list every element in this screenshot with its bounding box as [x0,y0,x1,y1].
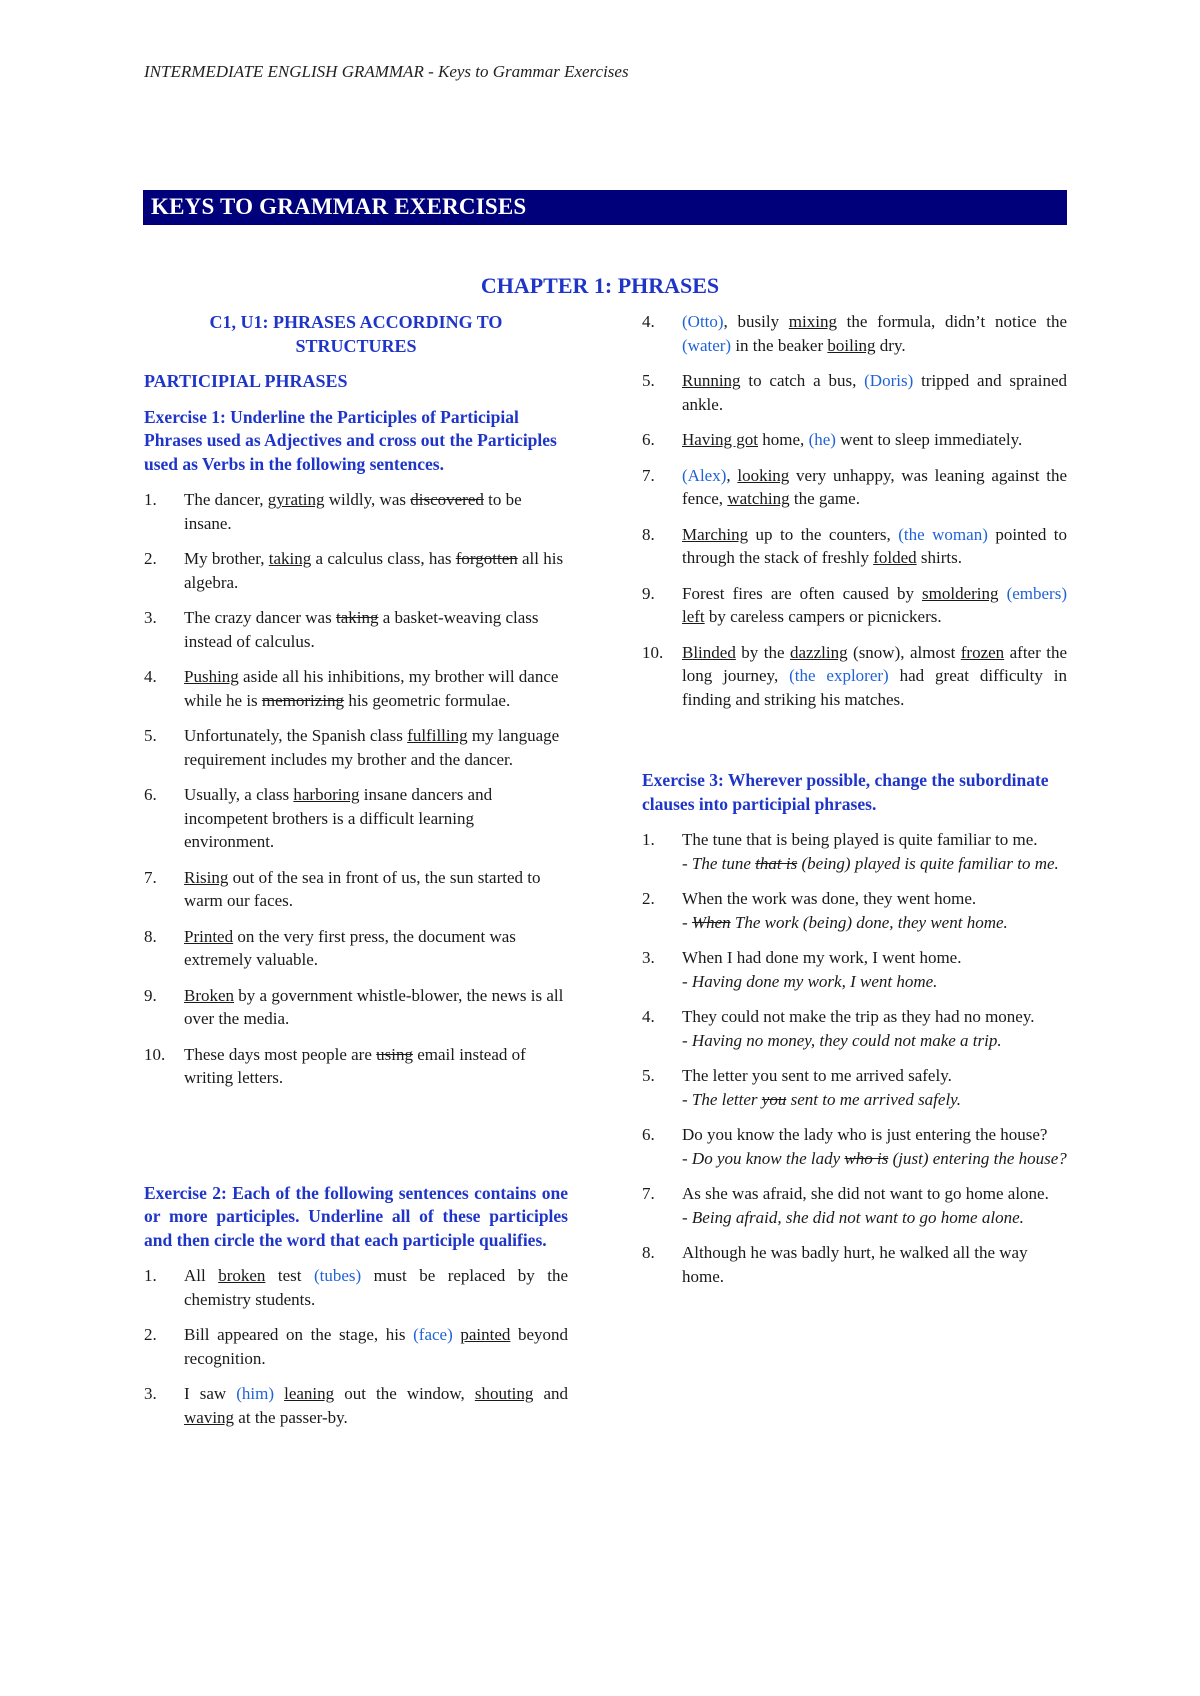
sentence-text: (being) played is quite familiar to me. [797,853,1059,873]
underlined-participle: Pushing [184,667,239,686]
sentence-text: must be replaced by the chemistry students. [184,1266,568,1309]
list-item [144,1043,568,1090]
unit-title-line1: C1, U1: PHRASES ACCORDING TO [209,312,503,332]
underlined-participle: left [682,607,705,626]
exercise-2-list-part-2 [642,310,1067,711]
underlined-participle: smoldering [922,583,999,603]
sentence-text: home, [758,430,809,449]
item-text [682,371,1067,414]
list-item [144,1264,568,1311]
sentence-text: to catch a bus, [740,371,865,390]
item-number: 5. [642,1066,655,1085]
crossed-out-word: discovered [410,490,484,509]
underlined-participle: folded [873,548,917,567]
item-number: 4. [642,1007,655,1026]
sentence-text: - The letter [682,1089,762,1109]
item-number: 9. [144,985,157,1005]
item-number: 3. [144,1384,157,1403]
sentence-text: , [726,465,738,485]
item-text [184,667,558,710]
left-column [144,310,568,1441]
sentence-text: up to the counters, [748,524,899,544]
list-item [642,1005,1067,1052]
list-item [144,724,568,771]
list-item [144,665,568,712]
item-number: 1. [144,1266,157,1285]
underlined-participle: taking [268,549,312,568]
sentence-text: Unfortunately, the Spanish class [184,726,408,745]
sentence-text: a calculus class, has [311,549,456,568]
list-item [642,946,1067,993]
sentence-text: Usually, a class [184,785,294,804]
underlined-participle: gyrating [267,490,325,509]
question-text: When the work was done, they went home. [682,889,977,908]
underlined-participle: Running [682,371,741,390]
circled-word: (him) [236,1384,275,1403]
item-text [682,525,1067,568]
circled-word: (Alex) [682,465,727,485]
list-item [642,1064,1067,1111]
running-header: INTERMEDIATE ENGLISH GRAMMAR - Keys to Grammar Exercises [144,62,629,81]
list-item [642,828,1067,875]
item-text [184,868,540,911]
answer-text [682,1029,1067,1053]
item-number: 8. [642,1243,655,1262]
item-text [184,1325,568,1368]
list-item [642,369,1067,416]
underlined-participle: harboring [293,785,360,804]
question-text: They could not make the trip as they had no money. [682,1007,1035,1026]
underlined-participle: fulfilling [407,726,468,745]
chapter-title: CHAPTER 1: PHRASES [480,273,720,298]
item-text [184,785,492,851]
question-text: Although he was badly hurt, he walked all the way home. [682,1243,1028,1286]
sentence-text: went to sleep immediately. [835,430,1023,449]
sentence-text: The dancer, [184,490,268,509]
item-text [184,1266,568,1309]
item-number: 2. [144,549,157,568]
exercise-2-list-part-1 [144,1264,568,1429]
item-number: 4. [642,312,655,331]
sentence-text: - The tune [682,853,756,873]
item-text [184,927,516,970]
answer-text [682,852,1067,876]
section-banner: KEYS TO GRAMMAR EXERCISES [143,190,1067,225]
spacer [642,723,1067,769]
sentence-text: by a government whistle-blower, the news is all over the media. [184,985,564,1028]
item-number: 7. [144,867,157,887]
sentence-text: my language requirement includes my brother and the dancer. [184,726,560,769]
answer-text [682,911,1067,935]
sentence-text: the game. [789,489,860,508]
list-item [642,641,1067,712]
item-number: 3. [144,608,157,627]
crossed-out-word: using [376,1044,413,1064]
list-item [642,523,1067,570]
list-item [144,925,568,972]
crossed-out-word: you [761,1089,787,1109]
exercise-1-list [144,488,568,1090]
sentence-text: - [682,912,692,932]
underlined-participle: Blinded [682,642,736,662]
underlined-participle: Rising [184,867,229,887]
underlined-participle: watching [727,489,790,508]
list-item [144,488,568,535]
exercise-3-heading: Exercise 3: Wherever possible, change the subordinate clauses into participial phrases. [642,770,1049,814]
underlined-participle: painted [460,1325,511,1344]
sentence-text: insane dancers and incompetent brothers is a difficult learning environment. [184,785,493,851]
underlined-participle: dazzling [789,642,848,662]
item-number: 7. [642,465,655,485]
crossed-out-word: memorizing [261,690,345,710]
list-item [642,1182,1067,1229]
item-text [184,1045,526,1088]
exercise-1-heading: Exercise 1: Underline the Participles of Participial Phrases used as Adjectives and cross out the Participles used as Verbs in the following sentences. [144,406,557,474]
sentence-text: beyond recognition. [184,1325,569,1368]
sentence-text: Forest fires are often caused by [682,583,923,603]
list-item [144,1382,568,1429]
unit-title-line2: STRUCTURES [295,336,417,356]
answer-text [682,1206,1067,1230]
item-number: 6. [642,430,655,449]
sentence-text: sent to me arrived safely. [786,1089,962,1109]
list-item [642,310,1067,357]
list-item [144,547,568,594]
sentence-text: Bill appeared on the stage, his [184,1325,414,1344]
sentence-text: after the long journey, [682,642,1067,685]
item-text [184,490,522,533]
sentence-text: to be insane. [184,490,522,533]
list-item [144,866,568,913]
sentence-text: out of the sea in front of us, the sun started to warm our faces. [184,867,541,910]
item-number: 6. [144,785,157,804]
underlined-participle: boiling [827,335,876,355]
item-text [682,584,1067,627]
item-number: 2. [144,1325,157,1344]
answer-text [682,1088,1067,1112]
sentence-text: - Do you know the lady [682,1148,845,1168]
sentence-text: All [184,1266,219,1285]
crossed-out-word: forgotten [455,549,518,568]
sentence-text: The work (being) done, they went home. [730,912,1008,932]
item-number: 4. [144,667,157,686]
circled-word: (embers) [1006,583,1067,603]
sentence-text: shirts. [916,548,962,567]
item-text [682,312,1067,355]
sentence-text: in the beaker [731,335,828,355]
item-number: 6. [642,1125,655,1144]
sentence-text: My brother, [184,549,269,568]
underlined-participle: Having got [682,430,759,449]
circled-word: (the woman) [898,524,988,544]
answer-text [682,970,1067,994]
item-text [682,466,1067,509]
section-heading: PARTICIPIAL PHRASES [144,371,348,391]
question-text: The tune that is being played is quite familiar to me. [682,830,1038,849]
item-text [184,726,559,769]
item-number: 1. [144,490,157,509]
item-number: 3. [642,948,655,967]
underlined-participle: leaning [284,1384,335,1403]
circled-word: (water) [682,335,732,355]
item-text [184,608,539,651]
underlined-participle: waving [184,1407,235,1427]
sentence-text: out the window, [334,1384,475,1403]
circled-word: (Otto) [682,312,724,331]
underlined-participle: Printed [184,926,234,946]
item-number: 7. [642,1184,655,1203]
underlined-participle: broken [218,1266,266,1285]
sentence-text: by careless campers or picnickers. [704,607,942,626]
underlined-participle: Broken [184,985,235,1005]
exercise-3-list [642,828,1067,1288]
sentence-text: at the passer-by. [234,1407,348,1427]
question-text: As she was afraid, she did not want to go home alone. [682,1184,1049,1203]
sentence-text: and [533,1384,569,1403]
sentence-text [274,1384,284,1403]
sentence-text: These days most people are [184,1044,377,1064]
item-number: 9. [642,583,655,603]
sentence-text: - Being afraid, she did not want to go home alone. [682,1207,1024,1227]
sentence-text: a basket-weaving class instead of calculus. [184,608,539,651]
list-item [144,984,568,1031]
sentence-text: all his algebra. [184,549,564,592]
sentence-text: dry. [875,335,906,355]
underlined-participle: looking [737,465,790,485]
sentence-text: I saw [184,1384,237,1403]
right-column [642,310,1067,1300]
circled-word: (he) [808,430,836,449]
question-text: When I had done my work, I went home. [682,948,962,967]
list-item [144,1323,568,1370]
item-number: 2. [642,889,655,908]
list-item [642,887,1067,934]
list-item [642,1123,1067,1170]
underlined-participle: mixing [788,312,837,331]
sentence-text [999,584,1007,603]
underlined-participle: frozen [960,642,1005,662]
sentence-text: very unhappy, was leaning against the fence, [682,465,1067,508]
item-number: 5. [144,726,157,745]
unit-title [144,310,568,358]
sentence-text: The crazy dancer was [184,608,336,627]
sentence-text: test [265,1266,314,1285]
sentence-text: email instead of writing letters. [184,1044,526,1087]
item-number: 8. [144,926,157,946]
list-item [642,464,1067,511]
list-item [144,783,568,854]
item-text [682,643,1067,709]
circled-word: (face) [413,1325,453,1344]
crossed-out-word: When [691,912,731,932]
item-number: 1. [642,830,655,849]
circled-word: (the explorer) [789,666,889,685]
item-text [682,430,1022,449]
sentence-text: tripped and sprained ankle. [682,371,1067,414]
item-text [184,986,563,1029]
item-text [184,549,563,592]
sentence-text: had great difficulty in finding and striking his matches. [682,666,1067,709]
circled-word: (tubes) [313,1266,362,1285]
circled-word: (Doris) [864,371,914,390]
item-number: 5. [642,371,655,390]
sentence-text: wildly, was [324,490,411,509]
exercise-2-heading: Exercise 2: Each of the following sentences contains one or more participles. Underline all of these participles and then circle the word that each participle qualifies. [144,1182,568,1250]
crossed-out-word: taking [335,608,379,627]
answer-text [682,1147,1067,1171]
item-text [184,1384,568,1427]
crossed-out-word: that is [755,853,798,873]
item-number: 10. [642,642,664,662]
sentence-text: pointed to through the stack of freshly [682,524,1067,567]
crossed-out-word: who is [844,1148,889,1168]
sentence-text: - Having done my work, I went home. [682,971,938,991]
sentence-text: aside all his inhibitions, my brother will dance while he is [184,667,559,710]
sentence-text: by the [735,642,790,662]
underlined-participle: shouting [474,1384,534,1403]
item-number: 10. [144,1044,166,1064]
list-item [144,606,568,653]
sentence-text: (snow), almost [847,642,961,662]
sentence-text: , busily [723,312,789,331]
spacer [144,1102,568,1182]
list-item [642,1241,1067,1288]
question-text: The letter you sent to me arrived safely. [682,1066,952,1085]
sentence-text: (just) entering the house? [888,1148,1067,1168]
sentence-text: on the very first press, the document was extremely valuable. [184,926,516,969]
question-text: Do you know the lady who is just entering the house? [682,1125,1048,1144]
sentence-text: the formula, didn’t notice the [836,312,1067,331]
item-number: 8. [642,524,655,544]
underlined-participle: Marching [682,524,749,544]
list-item [642,428,1067,452]
list-item [642,582,1067,629]
sentence-text: his geometric formulae. [344,690,511,710]
sentence-text: - Having no money, they could not make a trip. [682,1030,1002,1050]
